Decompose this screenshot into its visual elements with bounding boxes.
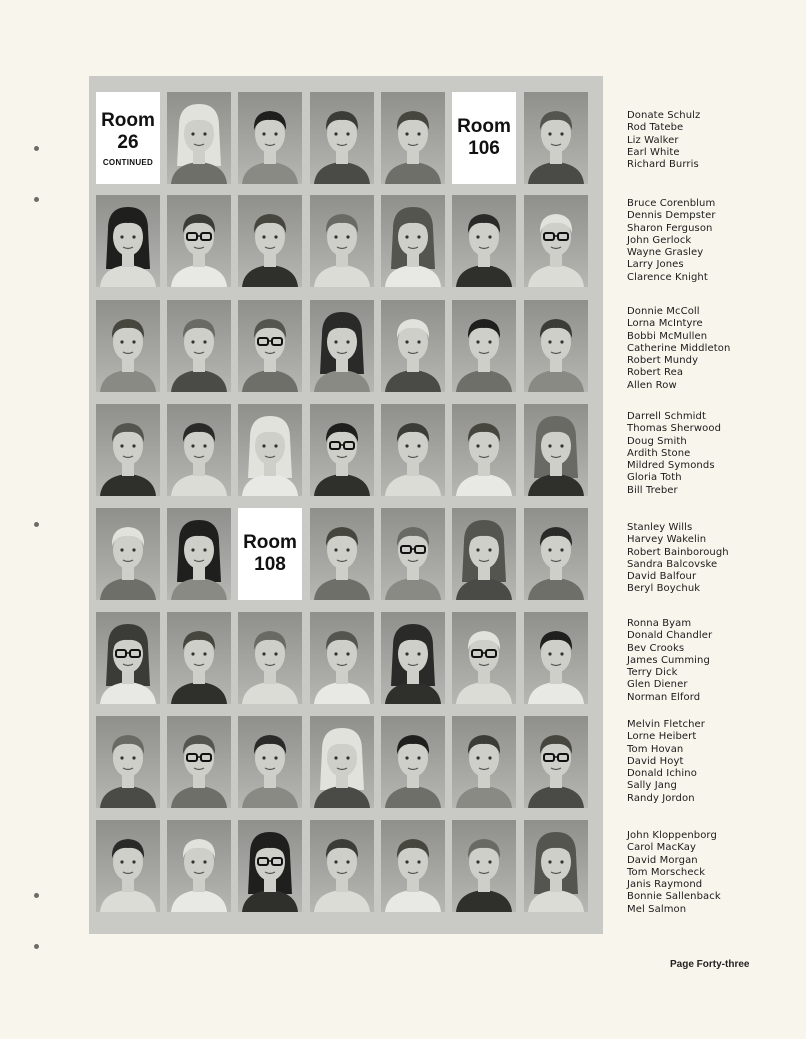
student-name: Glen Diener [627, 679, 688, 691]
room-label: Room [457, 116, 511, 137]
student-name: John Gerlock [627, 234, 692, 246]
student-name: Tom Hovan [627, 743, 684, 755]
student-name: David Hoyt [627, 755, 684, 767]
student-portrait [310, 716, 374, 808]
student-name: Bonnie Sallenback [627, 891, 721, 903]
binder-hole [34, 893, 39, 898]
student-portrait [96, 820, 160, 912]
student-portrait [381, 404, 445, 496]
student-portrait [452, 716, 516, 808]
student-portrait [452, 300, 516, 392]
student-portrait [96, 195, 160, 287]
room-number: 106 [468, 138, 500, 159]
student-portrait [381, 508, 445, 600]
student-portrait [452, 404, 516, 496]
room-number: 26 [117, 131, 139, 153]
student-portrait [167, 820, 231, 912]
student-portrait [310, 820, 374, 912]
student-name: Tom Morscheck [627, 866, 706, 878]
student-name: Larry Jones [627, 259, 684, 271]
student-name: Thomas Sherwood [627, 423, 722, 435]
student-name: Allen Row [627, 379, 677, 391]
student-portrait [310, 92, 374, 184]
room-label: Room [243, 532, 297, 553]
student-portrait [452, 820, 516, 912]
name-list-row-5 [627, 522, 797, 596]
student-portrait [167, 612, 231, 704]
name-list-row-4 [627, 411, 797, 497]
student-portrait [310, 508, 374, 600]
student-name: Donnie McColl [627, 306, 700, 317]
student-portrait [167, 300, 231, 392]
student-name: Dennis Dempster [627, 210, 716, 222]
student-name: Sharon Ferguson [627, 222, 713, 234]
binder-hole [34, 944, 39, 949]
student-name: Mildred Symonds [627, 460, 715, 472]
student-name: Ronna Byam [627, 618, 692, 629]
student-name: Melvin Fletcher [627, 719, 705, 730]
student-portrait [524, 404, 588, 496]
student-portrait [452, 508, 516, 600]
student-name: Robert Rea [627, 367, 684, 379]
student-name: Norman Elford [627, 691, 701, 703]
student-portrait [167, 716, 231, 808]
student-portrait [310, 612, 374, 704]
student-name: Wayne Grasley [627, 247, 704, 259]
student-portrait [238, 612, 302, 704]
room-106-card [452, 92, 516, 184]
student-name: Clarence Knight [627, 271, 708, 283]
student-portrait [96, 300, 160, 392]
binder-hole [34, 146, 39, 151]
student-name: Donald Ichino [627, 768, 697, 780]
page-number: Page Forty-three [670, 959, 750, 970]
student-portrait [238, 92, 302, 184]
student-name: Janis Raymond [627, 879, 703, 891]
student-portrait [167, 92, 231, 184]
student-name: Catherine Middleton [627, 342, 731, 354]
student-name: Lorne Heibert [627, 731, 697, 743]
student-name: Carol MacKay [627, 842, 696, 854]
student-portrait [238, 195, 302, 287]
student-portrait [310, 404, 374, 496]
student-portrait [310, 300, 374, 392]
student-portrait [524, 820, 588, 912]
student-name: Bill Treber [627, 484, 678, 496]
student-portrait [96, 716, 160, 808]
room-number: 108 [254, 554, 286, 575]
room-108-card [238, 508, 302, 600]
student-name: James Cumming [627, 654, 710, 666]
student-name: Harvey Wakelin [627, 534, 707, 546]
name-list-row-6 [627, 618, 797, 704]
student-portrait [381, 716, 445, 808]
student-portrait [238, 300, 302, 392]
student-portrait [167, 195, 231, 287]
student-portrait [310, 195, 374, 287]
student-name: Donate Schulz [627, 110, 701, 121]
student-portrait [96, 612, 160, 704]
student-name: Robert Mundy [627, 355, 699, 367]
student-portrait [167, 404, 231, 496]
student-portrait [381, 820, 445, 912]
student-name: Ardith Stone [627, 447, 691, 459]
student-name: Darrell Schmidt [627, 411, 707, 422]
student-name: Sally Jang [627, 780, 677, 792]
name-list-row-2 [627, 198, 797, 284]
student-portrait [238, 820, 302, 912]
student-portrait [238, 716, 302, 808]
student-name: Bruce Corenblum [627, 198, 716, 209]
student-portrait [524, 92, 588, 184]
student-portrait [381, 612, 445, 704]
student-name: Robert Bainborough [627, 546, 729, 558]
student-portrait [524, 716, 588, 808]
student-portrait [96, 508, 160, 600]
student-name: Mel Salmon [627, 903, 687, 915]
student-portrait [381, 300, 445, 392]
student-name: Terry Dick [627, 667, 678, 679]
student-name: Stanley Wills [627, 522, 693, 533]
student-portrait [524, 508, 588, 600]
student-name: Sandra Balcovske [627, 558, 718, 570]
student-portrait [381, 92, 445, 184]
student-portrait [96, 404, 160, 496]
student-portrait [524, 300, 588, 392]
student-portrait [524, 195, 588, 287]
student-name: Bev Crooks [627, 642, 685, 654]
student-name: Richard Burris [627, 159, 699, 171]
student-name: Bobbi McMullen [627, 330, 708, 342]
student-name: Earl White [627, 146, 680, 158]
student-portrait [381, 195, 445, 287]
student-name: Doug Smith [627, 435, 687, 447]
student-name: Rod Tatebe [627, 122, 684, 134]
student-name: Lorna McIntyre [627, 318, 703, 330]
student-name: Beryl Boychuk [627, 583, 701, 595]
name-list-row-7 [627, 719, 797, 805]
student-name: Liz Walker [627, 134, 679, 146]
student-name: Randy Jordon [627, 792, 695, 804]
student-portrait [452, 195, 516, 287]
student-portrait [238, 404, 302, 496]
student-name: David Balfour [627, 571, 697, 583]
student-portrait [167, 508, 231, 600]
student-name: Donald Chandler [627, 630, 713, 642]
binder-hole [34, 522, 39, 527]
student-name: Gloria Toth [627, 472, 682, 484]
room-26-card [96, 92, 160, 184]
student-portrait [452, 612, 516, 704]
name-list-row-1 [627, 110, 797, 171]
room-continued-note: CONTINUED [102, 157, 154, 167]
student-name: John Kloppenborg [627, 830, 717, 841]
binder-hole [34, 197, 39, 202]
student-name: David Morgan [627, 854, 698, 866]
room-label: Room [101, 109, 155, 131]
name-list-row-8 [627, 830, 797, 916]
name-list-row-3 [627, 306, 797, 392]
student-portrait [524, 612, 588, 704]
